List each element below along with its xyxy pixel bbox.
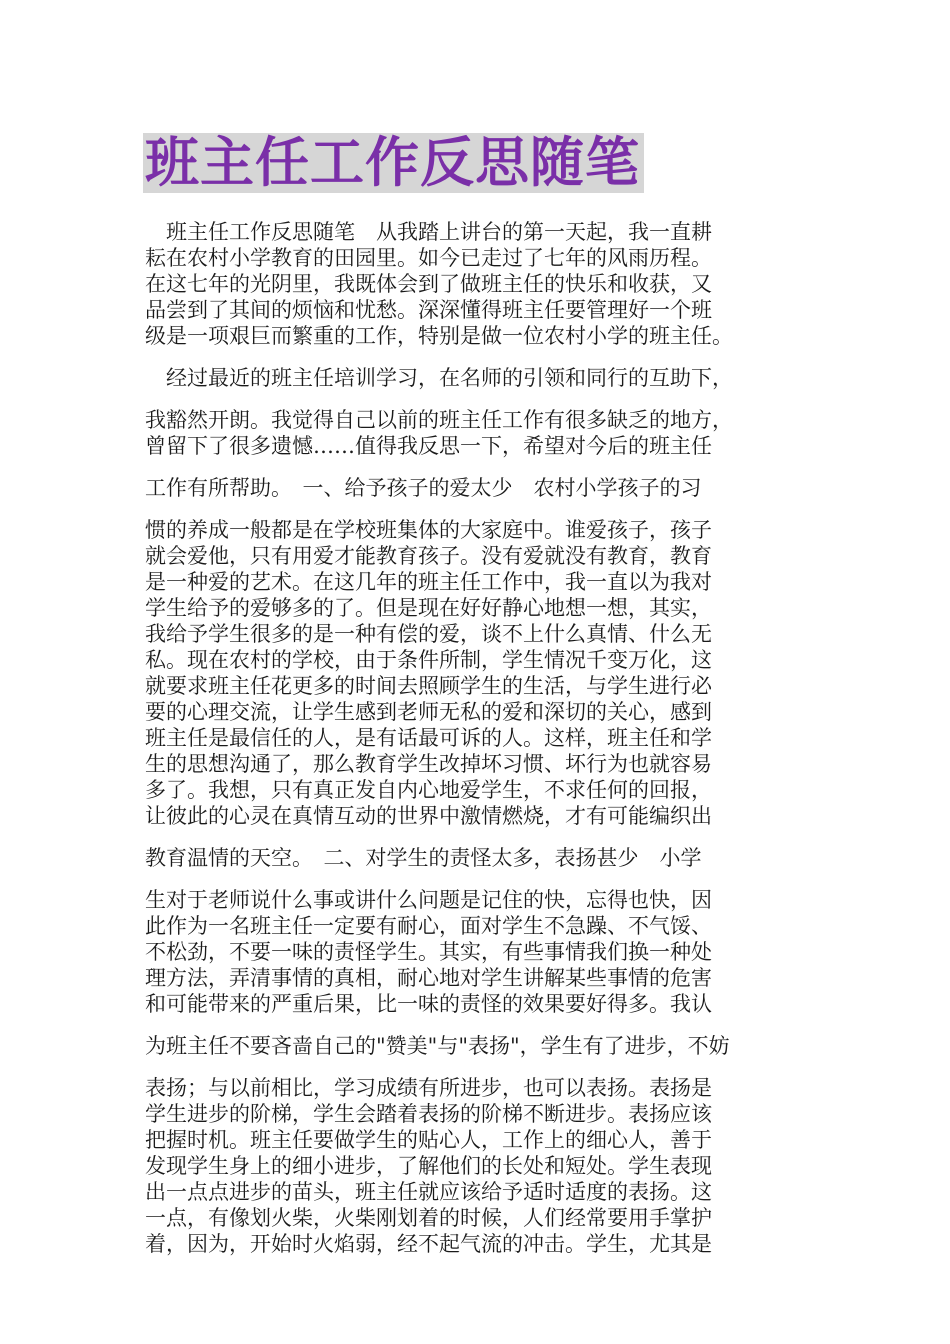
body-line-22: 教育温情的天空。 二、对学生的责怪太多，表扬甚少 小学 bbox=[145, 846, 702, 870]
body-line-27: 和可能带来的严重后果，比一味的责怪的效果要好得多。我认 bbox=[145, 992, 712, 1016]
body-line-11: 就会爱他，只有用爱才能教育孩子。没有爱就没有教育，教育 bbox=[145, 544, 712, 568]
body-line-26: 理方法，弄清事情的真相，耐心地对学生讲解某些事情的危害 bbox=[145, 966, 712, 990]
body-line-4: 品尝到了其间的烦恼和忧愁。深深懂得班主任要管理好一个班 bbox=[145, 298, 712, 322]
body-line-13: 学生给予的爱够多的了。但是现在好好静心地想一想，其实， bbox=[145, 596, 712, 620]
body-line-6: 经过最近的班主任培训学习，在名师的引领和同行的互助下， bbox=[145, 366, 733, 390]
body-line-1: 班主任工作反思随笔 从我踏上讲台的第一天起，我一直耕 bbox=[145, 220, 712, 244]
body-line-10: 惯的养成一般都是在学校班集体的大家庭中。谁爱孩子，孩子 bbox=[145, 518, 712, 542]
body-line-9: 工作有所帮助。 一、给予孩子的爱太少 农村小学孩子的习 bbox=[145, 476, 702, 500]
body-line-17: 要的心理交流，让学生感到老师无私的爱和深切的关心，感到 bbox=[145, 700, 712, 724]
body-line-15: 私。现在农村的学校，由于条件所制，学生情况千变万化，这 bbox=[145, 648, 712, 672]
body-line-34: 一点，有像划火柴，火柴刚划着的时候，人们经常要用手掌护 bbox=[145, 1206, 712, 1230]
body-line-33: 出一点点进步的苗头，班主任就应该给予适时适度的表扬。这 bbox=[145, 1180, 712, 1204]
body-line-29: 表扬；与以前相比，学习成绩有所进步，也可以表扬。表扬是 bbox=[145, 1076, 712, 1100]
body-line-30: 学生进步的阶梯，学生会踏着表扬的阶梯不断进步。表扬应该 bbox=[145, 1102, 712, 1126]
body-line-20: 多了。我想，只有真正发自内心地爱学生，不求任何的回报， bbox=[145, 778, 712, 802]
body-line-16: 就要求班主任花更多的时间去照顾学生的生活，与学生进行必 bbox=[145, 674, 712, 698]
body-line-2: 耘在农村小学教育的田园里。如今已走过了七年的风雨历程。 bbox=[145, 246, 712, 270]
body-line-19: 生的思想沟通了，那么教育学生改掉坏习惯、坏行为也就容易 bbox=[145, 752, 712, 776]
document-title: 班主任工作反思随笔 bbox=[143, 133, 644, 193]
body-line-14: 我给予学生很多的是一种有偿的爱，谈不上什么真情、什么无 bbox=[145, 622, 712, 646]
body-line-5: 级是一项艰巨而繁重的工作，特别是做一位农村小学的班主任。 bbox=[145, 324, 733, 348]
body-line-23: 生对于老师说什么事或讲什么问题是记住的快，忘得也快，因 bbox=[145, 888, 712, 912]
body-line-18: 班主任是最信任的人，是有话最可诉的人。这样，班主任和学 bbox=[145, 726, 712, 750]
body-line-25: 不松劲，不要一味的责怪学生。其实，有些事情我们换一种处 bbox=[145, 940, 712, 964]
body-line-32: 发现学生身上的细小进步，了解他们的长处和短处。学生表现 bbox=[145, 1154, 712, 1178]
body-line-28: 为班主任不要吝啬自己的"赞美"与"表扬"，学生有了进步，不妨 bbox=[145, 1034, 730, 1058]
body-line-7: 我豁然开朗。我觉得自己以前的班主任工作有很多缺乏的地方， bbox=[145, 408, 733, 432]
body-line-35: 着，因为，开始时火焰弱，经不起气流的冲击。学生，尤其是 bbox=[145, 1232, 712, 1256]
body-line-12: 是一种爱的艺术。在这几年的班主任工作中，我一直以为我对 bbox=[145, 570, 712, 594]
body-line-3: 在这七年的光阴里，我既体会到了做班主任的快乐和收获，又 bbox=[145, 272, 712, 296]
body-line-24: 此作为一名班主任一定要有耐心，面对学生不急躁、不气馁、 bbox=[145, 914, 712, 938]
body-line-21: 让彼此的心灵在真情互动的世界中激情燃烧，才有可能编织出 bbox=[145, 804, 712, 828]
body-line-31: 把握时机。班主任要做学生的贴心人，工作上的细心人，善于 bbox=[145, 1128, 712, 1152]
body-line-8: 曾留下了很多遗憾……值得我反思一下，希望对今后的班主任 bbox=[145, 434, 712, 458]
